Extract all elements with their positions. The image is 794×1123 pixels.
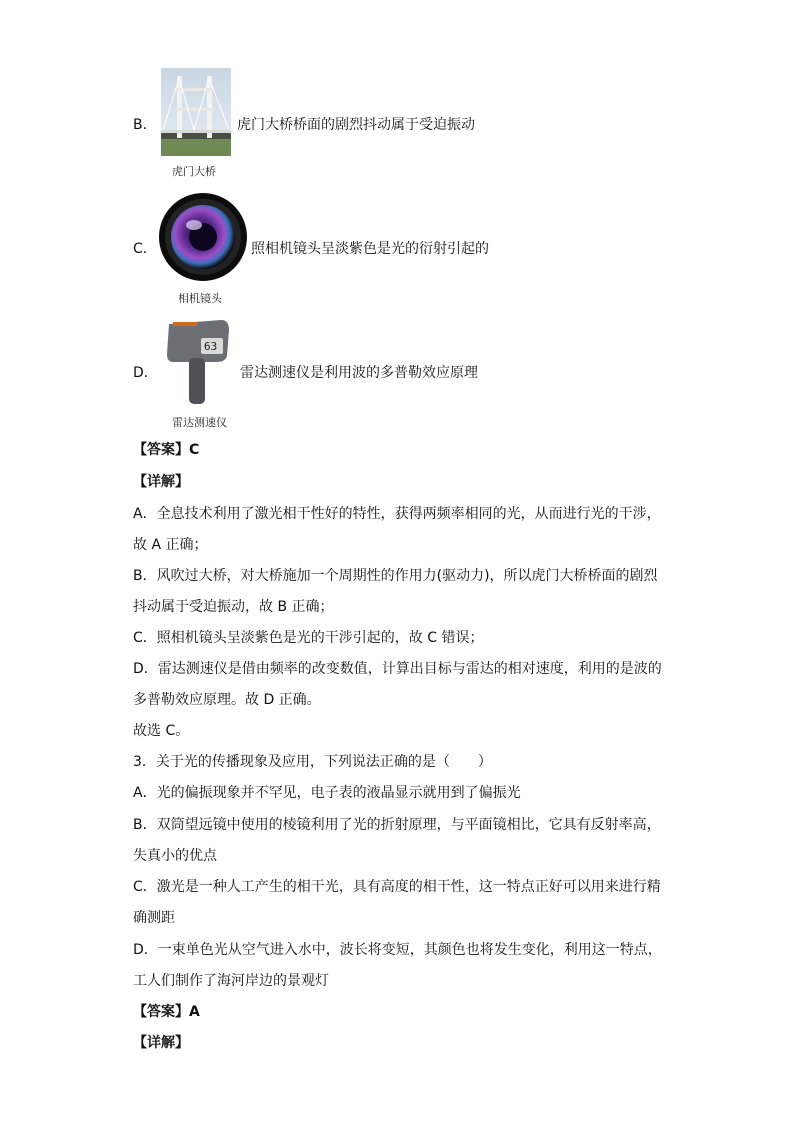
- explain-line: 抖动属于受迫振动，故 B 正确；: [133, 599, 334, 615]
- lens-caption: 相机镜头: [178, 292, 222, 305]
- bridge-image: [161, 68, 231, 156]
- camera-lens-image: [158, 192, 248, 282]
- explain-line: 故选 C。: [133, 723, 190, 739]
- explain-line: 故 A 正确；: [133, 537, 208, 553]
- radar-display: 63: [204, 340, 218, 353]
- question-3-line: D．一束单色光从空气进入水中，波长将变短，其颜色也将发生变化，利用这一特点，: [133, 942, 662, 958]
- option-c-letter: C．: [133, 241, 157, 257]
- explain-line: C．照相机镜头呈淡紫色是光的干涉引起的，故 C 错误；: [133, 630, 484, 646]
- radar-caption: 雷达测速仪: [172, 416, 227, 429]
- option-d-letter: D．: [133, 365, 158, 381]
- bridge-caption: 虎门大桥: [172, 165, 216, 178]
- question-3-line: B．双筒望远镜中使用的棱镜利用了光的折射原理，与平面镜相比，它具有反射率高，: [133, 817, 661, 833]
- detail-label-1: 【详解】: [133, 474, 189, 490]
- question-3-line: 工人们制作了海河岸边的景观灯: [133, 973, 329, 989]
- question-3-line: 确测距: [133, 910, 175, 926]
- option-d-text: 雷达测速仪是利用波的多普勒效应原理: [240, 365, 478, 381]
- explain-line: D．雷达测速仪是借由频率的改变数值，计算出目标与雷达的相对速度，利用的是波的: [133, 661, 662, 677]
- explain-line: B．风吹过大桥，对大桥施加一个周期性的作用力(驱动力)，所以虎门大桥桥面的剧烈: [133, 568, 658, 584]
- radar-gun-image: [165, 318, 235, 408]
- option-c-text: 照相机镜头呈淡紫色是光的衍射引起的: [251, 241, 489, 257]
- option-b-text: 虎门大桥桥面的剧烈抖动属于受迫振动: [237, 117, 475, 133]
- answer-label-2: 【答案】A: [133, 1004, 200, 1020]
- question-3-stem: 3．关于光的传播现象及应用，下列说法正确的是（ ）: [133, 754, 492, 770]
- option-b-letter: B．: [133, 117, 157, 133]
- explain-line: 多普勒效应原理。故 D 正确。: [133, 692, 321, 708]
- question-3-line: 失真小的优点: [133, 848, 217, 864]
- question-3-line: A．光的偏振现象并不罕见，电子表的液晶显示就用到了偏振光: [133, 785, 521, 801]
- explain-line: A．全息技术利用了激光相干性好的特性，获得两频率相同的光，从而进行光的干涉，: [133, 506, 661, 522]
- answer-label-1: 【答案】C: [133, 442, 200, 458]
- question-3-line: C．激光是一种人工产生的相干光，具有高度的相干性，这一特点正好可以用来进行精: [133, 879, 661, 895]
- detail-label-2: 【详解】: [133, 1035, 189, 1051]
